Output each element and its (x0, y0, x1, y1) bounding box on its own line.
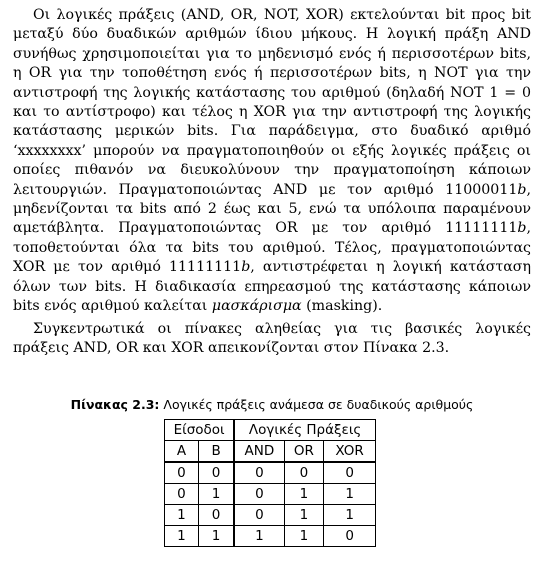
binary-suffix: b (517, 181, 527, 198)
table-cell: 0 (234, 505, 284, 526)
table-cell: 1 (198, 526, 234, 547)
truth-table (164, 419, 376, 547)
table-cell: 0 (165, 484, 199, 505)
column-header: AND (234, 441, 284, 463)
table-cell: 0 (284, 462, 324, 484)
table-cell: 0 (198, 462, 234, 484)
paragraph-text: , μηδενίζονται τα bits από 2 έως και 5, ενώ τα υπόλοιπα παραμένουν αμετάβλητα. Πραγματοποιώντας OR με τον αριθμό 11111111 (13, 181, 531, 237)
table-cell: 0 (234, 484, 284, 505)
table-cell: 1 (165, 526, 199, 547)
table-cell: 1 (198, 484, 234, 505)
paragraph-text: Οι λογικές πράξεις (AND, OR, NOT, XOR) εκτελούνται bit προς bit μεταξύ δύο δυαδικών αριθμών ίδιου μήκους. Η λογική πράξη AND συνήθως χρησιμοποιείται για το μηδενισμό ενός ή περισσοτέρων bits, η OR για την τοποθέτηση ενός ή περισσοτέρων bits, η NOT για την αντιστροφή της λογικής κατάστασης του αριθμού (δηλαδή NOT 1 = 0 και το αντίστροφο) και τέλος η XOR για την αντιστροφή της λογικής κατάστασης μερικών bits. Για παράδειγμα, στο δυαδικό αριθμό ‘xxxxxxxx’ μπορούν να πραγματοποιηθούν οι εξής λογικές πράξεις οι οποίες πιθανόν να διευκολύνουν την πραγματοποίηση κάποιων λειτουργιών. Πραγματοποιώντας AND με τον αριθμό 11000011 (13, 7, 531, 198)
table-caption (0, 397, 544, 412)
table-row (165, 462, 376, 484)
table-row (165, 505, 376, 526)
column-header: XOR (324, 441, 376, 463)
table-cell: 1 (234, 526, 284, 547)
group-header-row (165, 420, 376, 441)
table-cell: 0 (165, 462, 199, 484)
column-header-row (165, 441, 376, 463)
body-paragraph-1 (13, 6, 531, 317)
group-header-inputs: Είσοδοι (165, 420, 235, 441)
paragraph-text: , αντιστρέφεται η λογική κατάσταση όλων των bits. Η διαδικασία επηρεασμού της κατάστασης κάποιων bits ενός αριθμού καλείται (13, 259, 531, 315)
table-cell: 1 (324, 484, 376, 505)
column-header: OR (284, 441, 324, 463)
column-header: B (198, 441, 234, 463)
table-cell: 1 (284, 484, 324, 505)
caption-label: Πίνακας 2.3: (70, 397, 160, 412)
paragraph-text: , τοποθετούνται όλα τα bits του αριθμού. Τέλος, πραγματοποιώντας XOR με τον αριθμό 11111111 (13, 220, 531, 276)
paragraph-text: (masking). (301, 298, 383, 315)
binary-suffix: b (241, 259, 251, 276)
binary-suffix: b (517, 220, 527, 237)
italic-term: μασκάρισμα (211, 298, 302, 315)
table-cell: 0 (234, 462, 284, 484)
table-cell: 0 (324, 526, 376, 547)
table-cell: 1 (284, 505, 324, 526)
group-header-operations: Λογικές Πράξεις (234, 420, 375, 441)
table-cell: 0 (324, 462, 376, 484)
body-paragraph-2: Συγκεντρωτικά οι πίνακες αληθείας για τις βασικές λογικές πράξεις AND, OR και XOR απεικονίζονται στον Πίνακα 2.3. (13, 321, 531, 357)
table-cell: 1 (284, 526, 324, 547)
table-cell: 1 (165, 505, 199, 526)
table-row (165, 484, 376, 505)
table-row (165, 526, 376, 547)
table-cell: 0 (198, 505, 234, 526)
column-header: A (165, 441, 199, 463)
caption-text: Λογικές πράξεις ανάμεσα σε δυαδικούς αριθμούς (159, 397, 474, 412)
table-cell: 1 (324, 505, 376, 526)
